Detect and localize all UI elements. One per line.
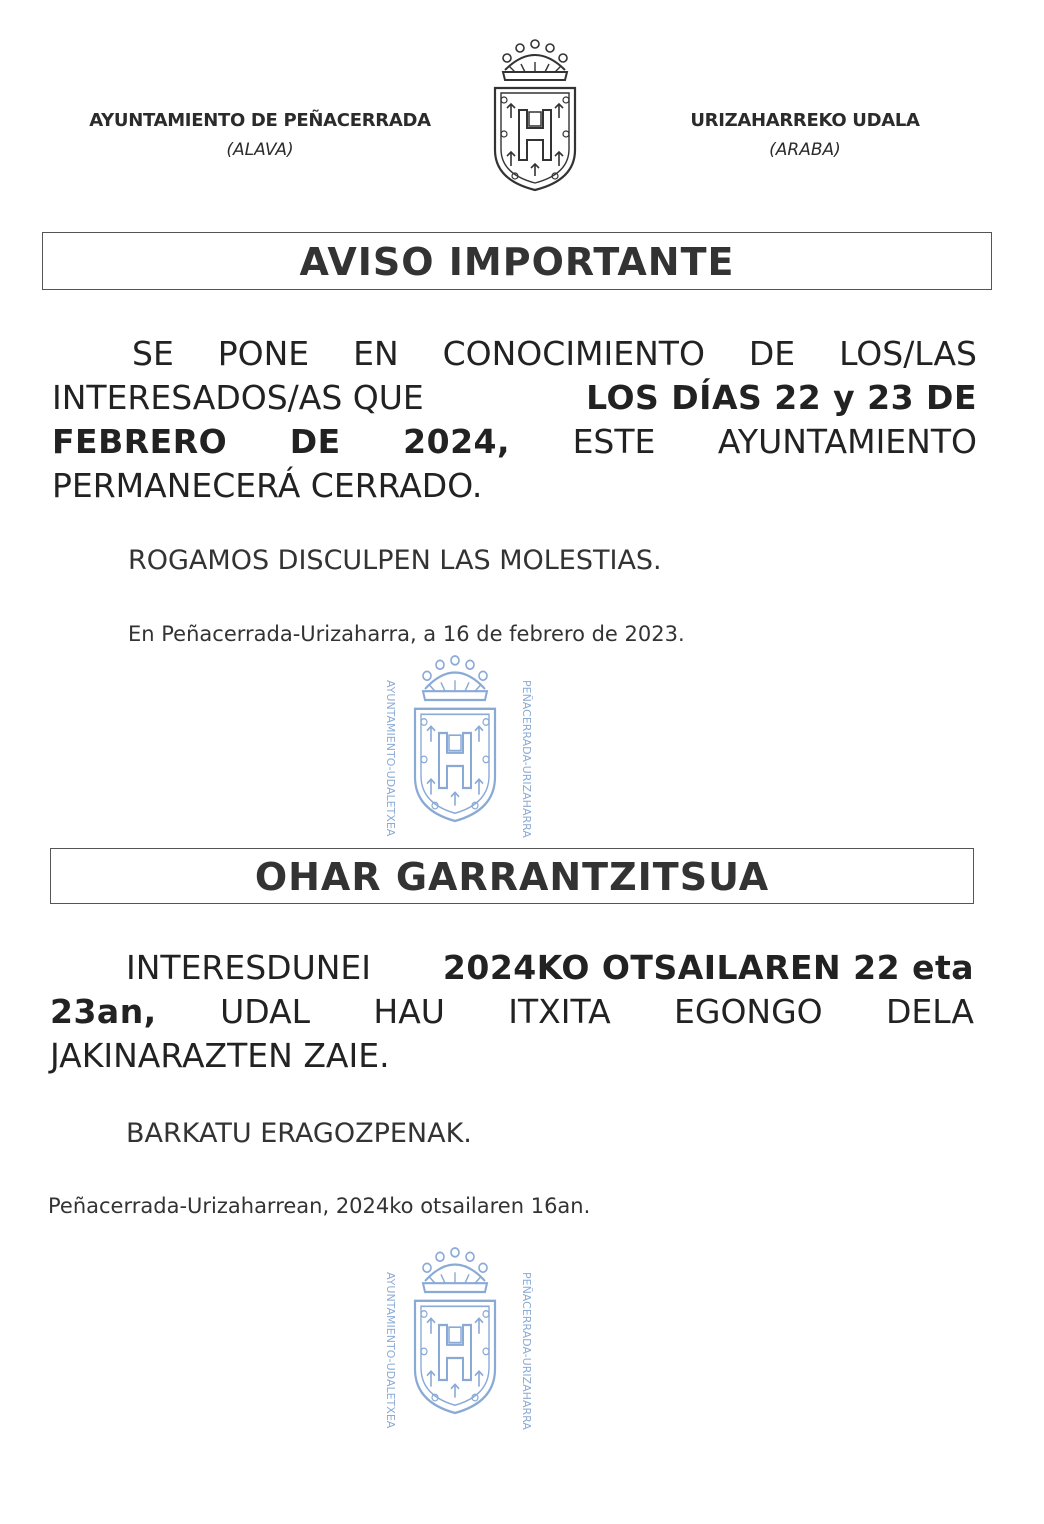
banner-ohar-garrantzitsua bbox=[50, 848, 974, 904]
stamp-right-text: PEÑACERRADA-URIZAHARRA bbox=[520, 1272, 533, 1430]
word: EN bbox=[353, 334, 399, 373]
basque-line-1 bbox=[50, 946, 974, 990]
text-plain: INTERESDUNEI bbox=[126, 948, 371, 987]
word: ITXITA bbox=[508, 992, 611, 1031]
word: CONOCIMIENTO bbox=[442, 334, 705, 373]
spanish-line-2 bbox=[52, 376, 977, 420]
basque-date-line: Peñacerrada-Urizaharrean, 2024ko otsailaren 16an. bbox=[48, 1194, 591, 1218]
word: SE bbox=[132, 334, 174, 373]
banner-title: AVISO IMPORTANTE bbox=[299, 240, 735, 284]
stamp-seal-icon bbox=[365, 1232, 545, 1432]
word: UDAL bbox=[220, 992, 311, 1031]
spanish-line-3 bbox=[52, 420, 977, 464]
banner-title: OHAR GARRANTZITSUA bbox=[254, 855, 770, 899]
word: HAU bbox=[373, 992, 445, 1031]
basque-line-3: JAKINARAZTEN ZAIE. bbox=[50, 1036, 390, 1075]
spanish-line-1 bbox=[52, 332, 977, 376]
text-bold: 2024KO OTSAILAREN 22 eta bbox=[442, 948, 974, 987]
text-bold: LOS DÍAS 22 y 23 DE bbox=[586, 378, 977, 417]
word: DE bbox=[748, 334, 796, 373]
text-plain: INTERESADOS/AS QUE bbox=[52, 378, 424, 417]
stamp-left-text: AYUNTAMIENTO-UDALETXEA bbox=[384, 680, 397, 837]
word: DELA bbox=[886, 992, 974, 1031]
basque-notice-paragraph bbox=[50, 946, 974, 1078]
basque-apology: BARKATU ERAGOZPENAK. bbox=[126, 1118, 472, 1149]
coat-of-arms-icon bbox=[485, 30, 585, 195]
text-bold: 23an, bbox=[50, 992, 157, 1031]
word: ESTE bbox=[572, 422, 656, 461]
header-right-subtitle: (ARABA) bbox=[769, 140, 841, 160]
text-bold: FEBRERO bbox=[52, 422, 228, 461]
word: EGONGO bbox=[674, 992, 823, 1031]
header-left-subtitle: (ALAVA) bbox=[226, 140, 294, 160]
banner-aviso-importante bbox=[42, 232, 992, 290]
text-bold: 2024, bbox=[403, 422, 511, 461]
header-left-title: AYUNTAMIENTO DE PEÑACERRADA bbox=[89, 110, 431, 131]
basque-line-2 bbox=[50, 990, 974, 1034]
stamp-right-text: PEÑACERRADA-URIZAHARRA bbox=[520, 680, 533, 838]
spanish-line-4: PERMANECERÁ CERRADO. bbox=[52, 466, 483, 505]
word: AYUNTAMIENTO bbox=[717, 422, 977, 461]
spanish-date-line: En Peñacerrada-Urizaharra, a 16 de febrero de 2023. bbox=[128, 622, 685, 646]
header-right-title: URIZAHARREKO UDALA bbox=[690, 110, 920, 131]
word: LOS/LAS bbox=[839, 334, 977, 373]
word: PONE bbox=[217, 334, 310, 373]
spanish-notice-paragraph bbox=[52, 332, 977, 508]
stamp-left-text: AYUNTAMIENTO-UDALETXEA bbox=[384, 1272, 397, 1429]
text-bold: DE bbox=[289, 422, 341, 461]
stamp-seal-icon bbox=[365, 640, 545, 840]
spanish-apology: ROGAMOS DISCULPEN LAS MOLESTIAS. bbox=[128, 545, 662, 576]
